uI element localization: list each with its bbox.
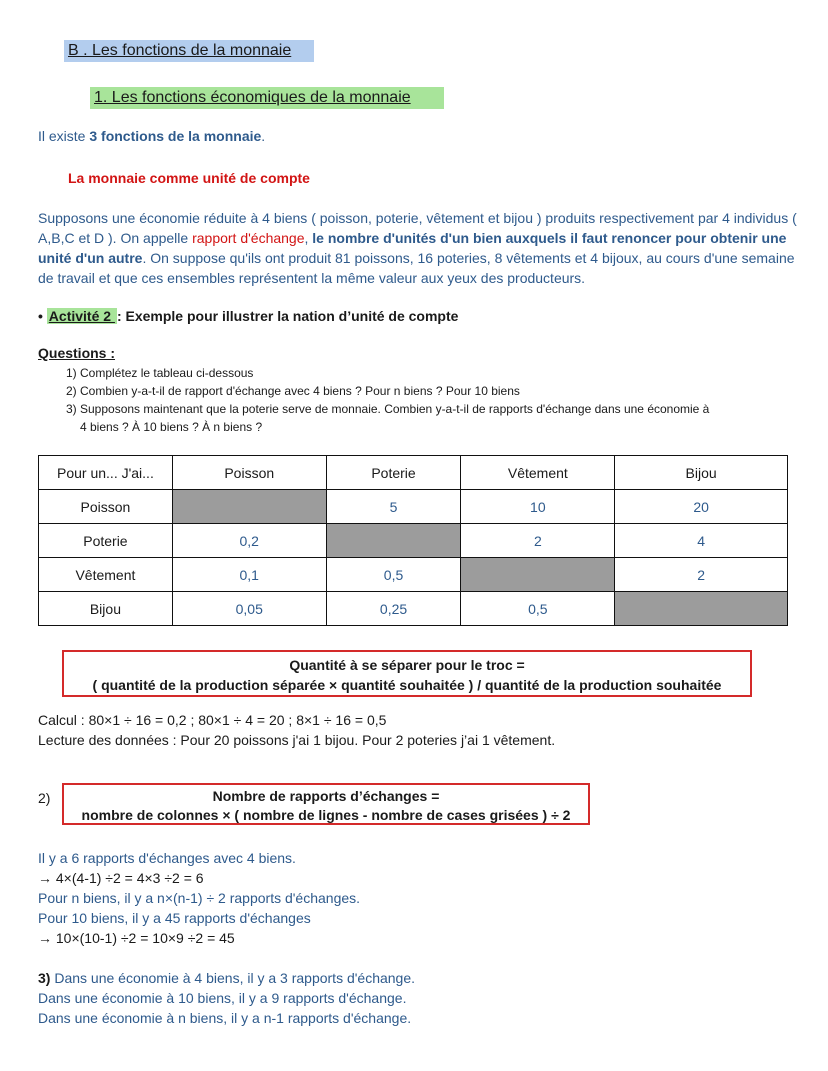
question-3-cont: 4 biens ? À 10 biens ? À n biens ? bbox=[80, 420, 263, 434]
activity-line bbox=[38, 308, 458, 324]
table-cell: 4 bbox=[615, 524, 788, 558]
table-cell-grey bbox=[615, 592, 788, 626]
formula-troc-line2: ( quantité de la production séparée × quantité souhaitée ) / quantité de la production souhaitée bbox=[92, 677, 722, 693]
question-3: 3) Supposons maintenant que la poterie serve de monnaie. Combien y-a-t-il de rapports d'échange dans une économie à bbox=[66, 402, 710, 416]
table-cell: 2 bbox=[461, 524, 615, 558]
table-cell: 0,05 bbox=[172, 592, 326, 626]
answer-line: Il y a 6 rapports d'échanges avec 4 biens. bbox=[38, 850, 296, 866]
para-red-term: rapport d'échange bbox=[192, 230, 305, 246]
table-header-cell: Bijou bbox=[615, 456, 788, 490]
para-part1: Supposons une économie réduite à 4 biens ( poisson, poterie, vêtement et bijou ) produits respectivement par 4 individus ( A,B,C et D ). On appelle bbox=[38, 210, 797, 246]
answer-3-block bbox=[38, 968, 415, 1028]
intro-suffix: . bbox=[261, 128, 266, 144]
answer-line: Dans une économie à 10 biens, il y a 9 rapports d'échange. bbox=[38, 990, 407, 1006]
table-cell: 0,1 bbox=[172, 558, 326, 592]
intro-line bbox=[38, 128, 265, 144]
row-label: Poterie bbox=[39, 524, 173, 558]
answer-line: Pour 10 biens, il y a 45 rapports d'échanges bbox=[38, 910, 311, 926]
table-cell-grey bbox=[326, 524, 461, 558]
row-label: Bijou bbox=[39, 592, 173, 626]
table-header-cell: Poisson bbox=[172, 456, 326, 490]
table-cell: 0,25 bbox=[326, 592, 461, 626]
intro-bold: 3 fonctions de la monnaie bbox=[89, 128, 262, 144]
table-cell: 0,5 bbox=[326, 558, 461, 592]
question-2: 2) Combien y-a-t-il de rapport d'échange avec 4 biens ? Pour n biens ? Pour 10 biens bbox=[66, 384, 520, 398]
activity-text: : Exemple pour illustrer la nation d’unité de compte bbox=[116, 308, 459, 324]
table-row bbox=[39, 558, 788, 592]
table-cell: 5 bbox=[326, 490, 461, 524]
table-header-row bbox=[39, 456, 788, 490]
answer-line: → 10×(10-1) ÷2 = 10×9 ÷2 = 45 bbox=[38, 930, 235, 946]
para-part2: , bbox=[304, 230, 313, 246]
table-cell: 10 bbox=[461, 490, 615, 524]
table-cell: 0,5 bbox=[461, 592, 615, 626]
subsection-heading: 1. Les fonctions économiques de la monnaie bbox=[90, 87, 444, 109]
table-cell: 0,2 bbox=[172, 524, 326, 558]
para-part3: . On suppose qu'ils ont produit 81 poissons, 16 poteries, 8 vêtements et 4 bijoux, au cours d'une semaine de travail et que ces ensembles représentent la même valeur aux yeux des producteurs. bbox=[38, 250, 795, 286]
red-title: La monnaie comme unité de compte bbox=[68, 170, 310, 186]
table-cell: 2 bbox=[615, 558, 788, 592]
answer-line: Pour n biens, il y a n×(n-1) ÷ 2 rapports d'échanges. bbox=[38, 890, 361, 906]
activity-tag: Activité 2 bbox=[48, 308, 115, 324]
table-header-cell: Vêtement bbox=[461, 456, 615, 490]
activity-bullet: • bbox=[38, 308, 43, 324]
answer-line: → 4×(4-1) ÷2 = 4×3 ÷2 = 6 bbox=[38, 870, 204, 886]
formula-rapports-line2: nombre de colonnes × ( nombre de lignes - nombre de cases grisées ) ÷ 2 bbox=[81, 807, 571, 823]
table-row bbox=[39, 524, 788, 558]
reading-line: Lecture des données : Pour 20 poissons j'ai 1 bijou. Pour 2 poteries j’ai 1 vêtement. bbox=[38, 732, 556, 748]
answer-2-block bbox=[38, 848, 360, 948]
table-cell-grey bbox=[461, 558, 615, 592]
questions-title: Questions : bbox=[38, 345, 116, 361]
answer-line: Dans une économie à n biens, il y a n-1 rapports d'échange. bbox=[38, 1010, 412, 1026]
calc-line: Calcul : 80×1 ÷ 16 = 0,2 ; 80×1 ÷ 4 = 20 ; 8×1 ÷ 16 = 0,5 bbox=[38, 712, 387, 728]
question-1: 1) Complétez le tableau ci-dessous bbox=[66, 366, 254, 380]
table-row bbox=[39, 592, 788, 626]
answer-line: Dans une économie à 4 biens, il y a 3 rapports d'échange. bbox=[50, 970, 416, 986]
table-row bbox=[39, 490, 788, 524]
table-cell-grey bbox=[172, 490, 326, 524]
answer-2-number: 2) bbox=[38, 790, 51, 806]
exchange-table bbox=[38, 455, 788, 626]
table-header-cell: Pour un... J'ai... bbox=[39, 456, 173, 490]
formula-box-rapports bbox=[62, 783, 590, 825]
formula-troc-line1: Quantité à se séparer pour le troc = bbox=[289, 657, 525, 673]
questions-list bbox=[66, 364, 786, 436]
calculation-block bbox=[38, 710, 555, 750]
para-bold: le nombre d'unités d'un bien auxquels il faut renoncer pour obtenir une unité d'un autre bbox=[38, 230, 787, 266]
table-header-cell: Poterie bbox=[326, 456, 461, 490]
definition-paragraph bbox=[38, 208, 808, 288]
table-cell: 20 bbox=[615, 490, 788, 524]
section-heading: B . Les fonctions de la monnaie bbox=[64, 40, 314, 62]
row-label: Vêtement bbox=[39, 558, 173, 592]
row-label: Poisson bbox=[39, 490, 173, 524]
intro-prefix: Il existe bbox=[38, 128, 90, 144]
answer-3-number: 3) bbox=[38, 970, 51, 986]
formula-rapports-line1: Nombre de rapports d’échanges = bbox=[212, 788, 440, 804]
formula-box-troc bbox=[62, 650, 752, 697]
